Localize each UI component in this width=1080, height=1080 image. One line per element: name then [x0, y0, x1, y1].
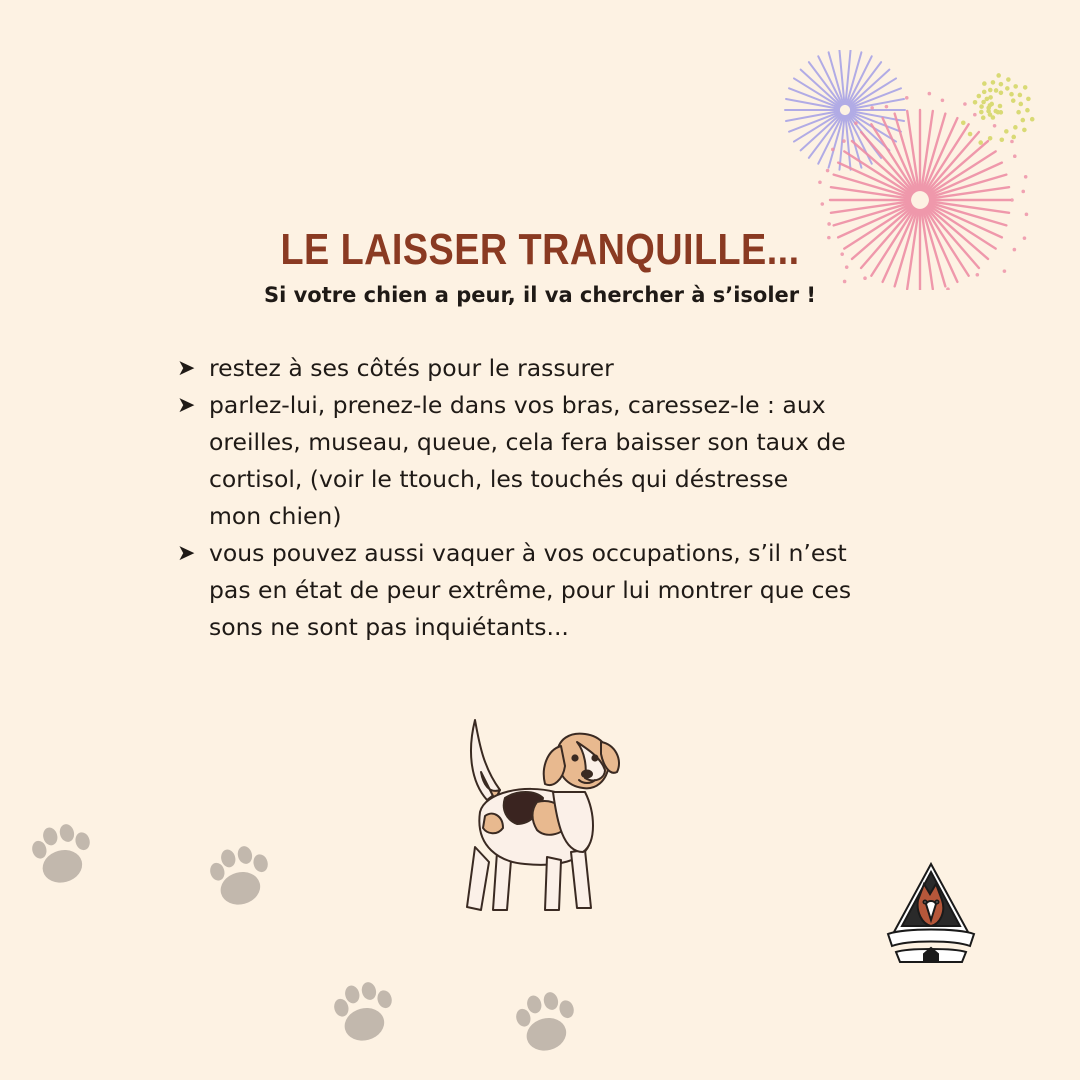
bullet-item — [177, 350, 917, 387]
firework-dot — [996, 73, 1001, 78]
firework-dot — [1022, 128, 1027, 133]
firework-dot — [988, 95, 993, 100]
firework-dot — [1011, 98, 1016, 103]
firework-dot — [1018, 93, 1023, 98]
bullet-text: vous pouvez aussi vaquer à vos occupations, s’il n’est pas en état de peur extrême, pour lui montrer que ces sons ne sont pas inquiétants... — [209, 539, 852, 641]
firework-dot — [993, 124, 997, 128]
firework-dot — [979, 110, 984, 115]
firework-dot — [999, 90, 1004, 95]
firework-dot — [973, 100, 978, 105]
firework-dot — [999, 137, 1004, 142]
firework-dot — [1016, 110, 1021, 115]
firework-dot — [988, 88, 993, 93]
firework-dot — [1009, 92, 1014, 97]
husky-badge-logo — [884, 860, 978, 968]
firework-dot — [988, 136, 993, 141]
firework-dot — [1026, 97, 1031, 102]
firework-dot — [818, 181, 822, 185]
firework-dot — [963, 102, 967, 106]
firework-dot — [977, 94, 982, 99]
firework-dot — [831, 148, 835, 152]
paw-print-icon — [512, 988, 596, 1060]
firework-ray — [928, 141, 988, 193]
page-title: LE LAISSER TRANQUILLE... — [280, 225, 800, 275]
firework-dot — [1013, 248, 1017, 252]
firework-dot — [978, 140, 983, 145]
firework-dot — [863, 276, 867, 280]
firework-dot — [1030, 117, 1035, 122]
firework-dot — [905, 96, 909, 100]
firework-dot — [1018, 102, 1023, 107]
firework-dot — [1013, 125, 1018, 130]
paw-print-icon — [206, 842, 290, 914]
firework-dot — [1013, 84, 1018, 89]
firework-dot — [968, 132, 973, 137]
subtitle: Si votre chien a peur, il va chercher à s’isoler ! — [263, 283, 817, 307]
firework-dot — [1025, 108, 1030, 113]
firework-dot — [820, 202, 824, 206]
firework-dot — [870, 106, 874, 110]
firework-dot — [928, 92, 932, 96]
firework-dot — [982, 81, 987, 86]
firework-dot — [1023, 236, 1027, 240]
firework-dot — [1021, 118, 1026, 123]
firework-dot — [989, 102, 994, 107]
firework-dot — [1013, 154, 1017, 158]
firework-dot — [981, 115, 986, 120]
paw-print-icon — [28, 820, 112, 892]
firework-dot — [979, 104, 984, 109]
firework-dot — [982, 90, 987, 95]
arrow-icon: ➤ — [177, 356, 196, 381]
firework-ray — [927, 132, 979, 192]
firework-dot — [1004, 129, 1009, 134]
firework-dot — [999, 82, 1004, 87]
firework-dot — [1011, 135, 1016, 140]
firework-dot — [1010, 140, 1014, 144]
firework-dot — [854, 121, 858, 125]
firework-dot — [973, 113, 977, 117]
firework-dot — [994, 88, 999, 93]
bullet-text: parlez-lui, prenez-le dans vos bras, caressez-le : aux oreilles, museau, queue, cela fera baisser son taux de cortisol, (voir le ttouch, les touchés qui déstresse mon chien) — [209, 391, 846, 530]
bullet-text: restez à ses côtés pour le rassurer — [209, 354, 614, 382]
firework-dot — [961, 120, 966, 125]
bullet-item — [177, 387, 917, 535]
firework-dot — [1021, 190, 1025, 194]
firework-dot — [1023, 85, 1028, 90]
firework-dot — [826, 169, 830, 173]
arrow-icon: ➤ — [177, 541, 196, 566]
paw-print-icon — [330, 978, 414, 1050]
firework-dot — [993, 109, 998, 114]
firework-dot — [991, 80, 996, 85]
firework-dot — [885, 105, 889, 109]
firework-dot — [1024, 175, 1028, 179]
firework-ray — [861, 132, 913, 192]
firework-dot — [1010, 198, 1014, 202]
firework-dot — [941, 98, 945, 102]
firework-dot — [1005, 86, 1010, 91]
bullet-item — [177, 535, 917, 646]
beagle-dog-illustration — [445, 712, 625, 922]
firework-dot — [1025, 213, 1029, 217]
bullet-list — [177, 350, 917, 646]
arrow-icon: ➤ — [177, 393, 196, 418]
firework-dot — [842, 139, 846, 143]
firework-dot — [1006, 77, 1011, 82]
firework-dot — [998, 104, 1003, 109]
